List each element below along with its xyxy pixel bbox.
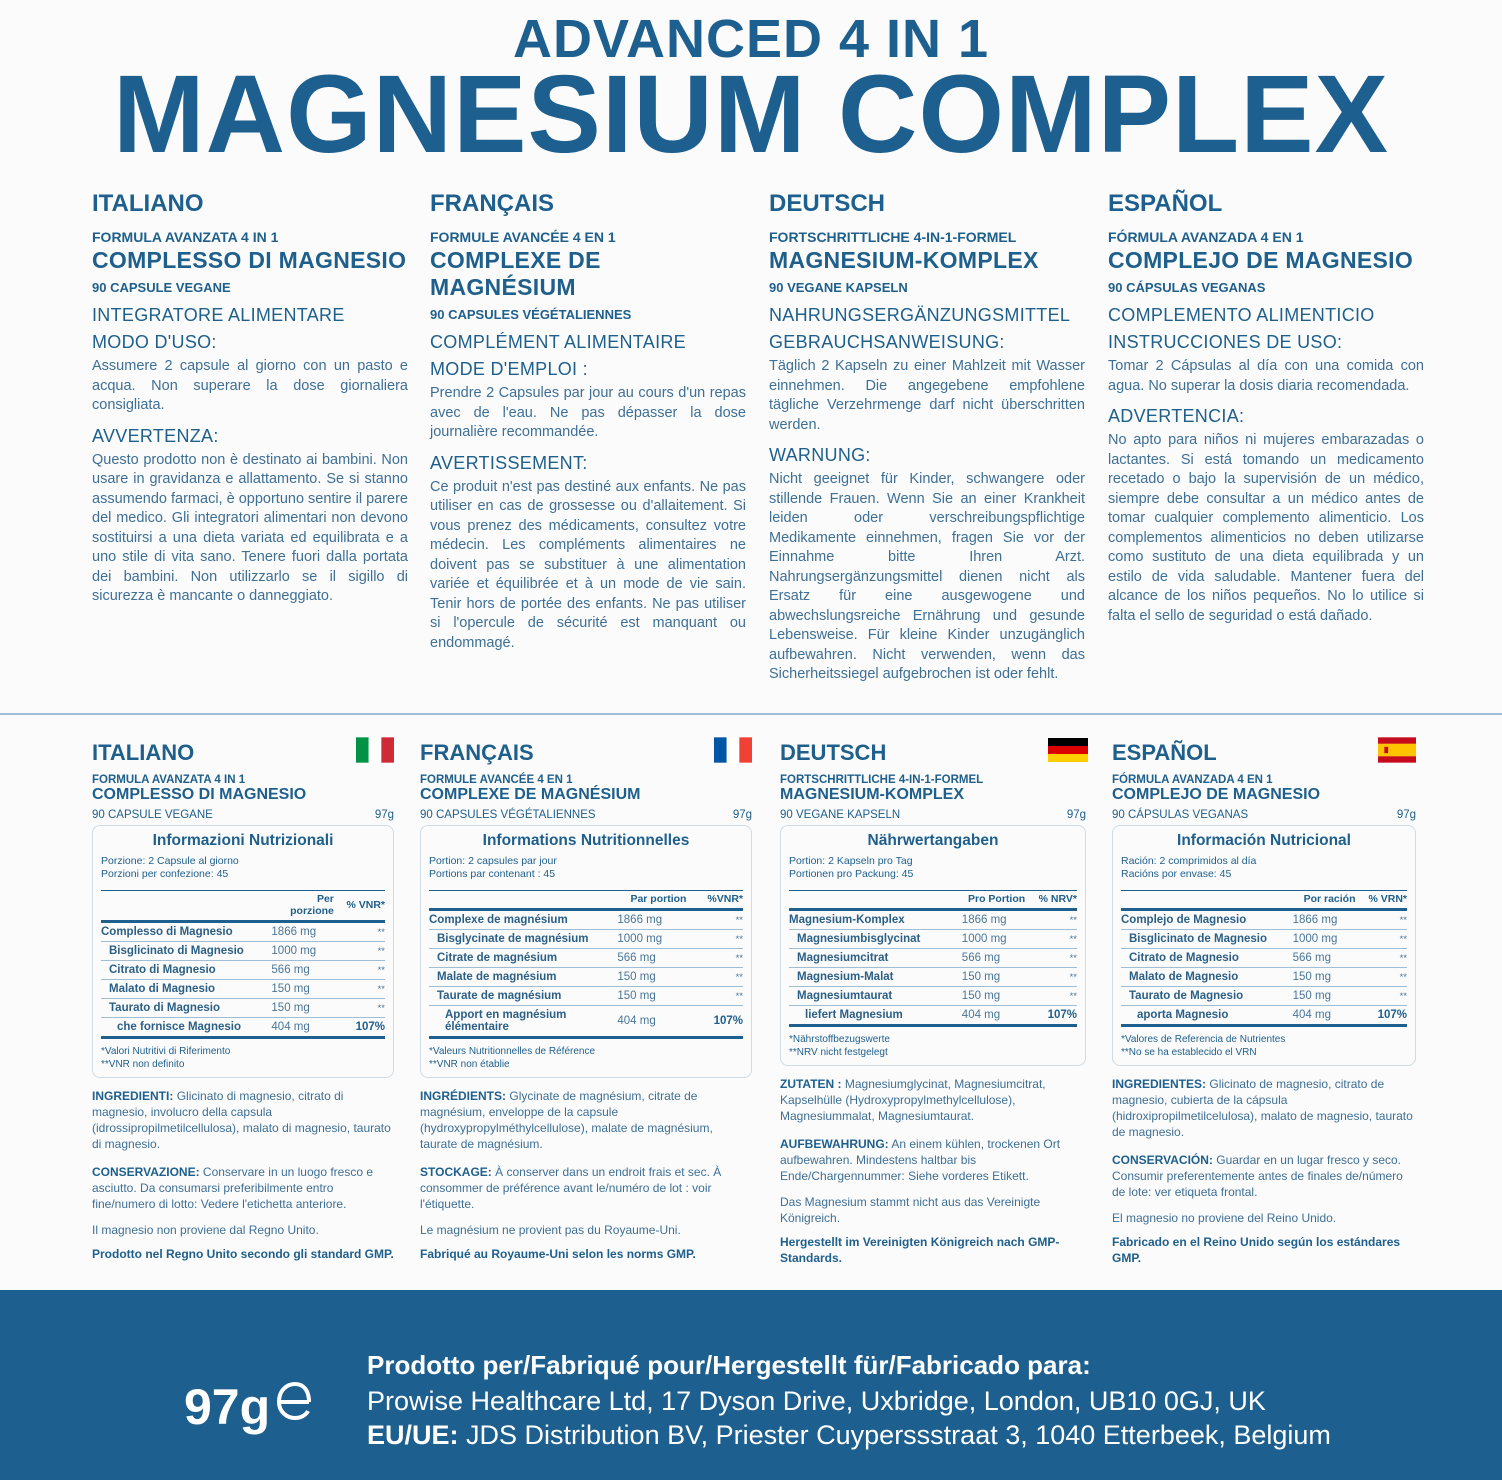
origin-note: Das Magnesium stammt nicht aus das Vereinigte Königreich. bbox=[780, 1195, 1041, 1225]
nutrient-amount: 150 mg bbox=[1293, 987, 1356, 1006]
ingredients-text: Glicinato de magnesio, citrato de magnesio, cubierta de la cápsula (hidroxipropilmetilcelulosa), malato de magnesio, taurato de magnesio. bbox=[1112, 1077, 1413, 1139]
nutrient-amount: 404 mg bbox=[1293, 1006, 1356, 1026]
ingredients-heading: ZUTATEN : bbox=[780, 1077, 842, 1091]
table-row bbox=[429, 910, 743, 930]
nutrient-amount: 404 mg bbox=[617, 1006, 686, 1038]
formula-label: FORMULA AVANZATA 4 IN 1 bbox=[92, 229, 279, 245]
panel-formula: FORMULA AVANZATA 4 IN 1 bbox=[92, 774, 246, 786]
nutrition-title: Nährwertangaben bbox=[867, 832, 999, 849]
formula-label: FÓRMULA AVANZADA 4 EN 1 bbox=[1108, 229, 1304, 245]
nutrition-box bbox=[780, 825, 1086, 1066]
gmp-note: Hergestellt im Vereinigten Königreich nach GMP-Standards. bbox=[780, 1235, 1060, 1265]
nutrient-amount: 150 mg bbox=[617, 987, 686, 1006]
nutrient-name: Taurato de Magnesio bbox=[1121, 987, 1293, 1006]
nutrient-name: Citrato de Magnesio bbox=[1121, 949, 1293, 968]
table-row bbox=[1121, 1006, 1407, 1026]
panel-weight: 97g bbox=[1066, 809, 1086, 821]
ingredients-heading: INGREDIENTES: bbox=[1112, 1077, 1207, 1091]
footer-made-for: Prodotto per/Fabriqué pour/Hergestellt für/Fabricado para: bbox=[367, 1350, 1091, 1380]
capsule-count: 90 CAPSULE VEGANE bbox=[92, 280, 231, 295]
nutrient-name: Citrato di Magnesio bbox=[101, 961, 271, 980]
ingredients-text: Glicinato di magnesio, citrato di magnesio, involucro della capsula (idrossipropilmetilcellulosa), malato di magnesio, taurato di magnesio. bbox=[92, 1089, 391, 1151]
table-row bbox=[1121, 910, 1407, 930]
gmp-note: Fabriqué au Royaume-Uni selon les norms GMP. bbox=[420, 1247, 696, 1261]
nutrient-amount: 150 mg bbox=[271, 980, 333, 999]
nutrient-amount: 150 mg bbox=[962, 968, 1025, 987]
panel-product: COMPLEJO DE MAGNESIO bbox=[1112, 786, 1321, 803]
nutrient-name: aporta Magnesio bbox=[1121, 1006, 1293, 1026]
footnote-1: *Valores de Referencia de Nutrientes bbox=[1121, 1034, 1286, 1045]
nutrient-amount: 566 mg bbox=[271, 961, 333, 980]
col-per-serving: Per porzione bbox=[271, 891, 333, 922]
product-name: COMPLEXE DE MAGNÉSIUM bbox=[430, 247, 601, 300]
origin-note: Il magnesio non proviene dal Regno Unito. bbox=[92, 1223, 319, 1237]
supplement-label: COMPLEMENTO ALIMENTICIO bbox=[1108, 305, 1375, 325]
footer-net-weight: 97g bbox=[184, 1379, 271, 1435]
nutrient-name: Magnesium-Malat bbox=[789, 968, 962, 987]
nutrient-name: Malate de magnésium bbox=[429, 968, 617, 987]
nutrition-box bbox=[420, 825, 752, 1078]
ingredients-heading: INGREDIENTI: bbox=[92, 1089, 174, 1103]
nutrient-vnr: ** bbox=[334, 999, 385, 1018]
nutrient-name: Bisglycinate de magnésium bbox=[429, 930, 617, 949]
table-row bbox=[429, 1006, 743, 1038]
table-row bbox=[101, 961, 385, 980]
panel-product: COMPLESSO DI MAGNESIO bbox=[92, 786, 307, 803]
product-name: MAGNESIUM-KOMPLEX bbox=[769, 247, 1039, 273]
language-heading: ESPAÑOL bbox=[1108, 190, 1223, 217]
panel-weight: 97g bbox=[732, 809, 752, 821]
language-heading: FRANÇAIS bbox=[430, 190, 554, 217]
warning-text: Questo prodotto non è destinato ai bambini. Non usare in gravidanza e allattamento. Se si stanno assumendo farmaci, è opportuno sentire il parere del medico. Gli integratori alimentari non devono sostituirsi a una dieta variata ed equilibrata e a uno stile di vita sano. Tenere fuori dalla portata dei bambini. Non utilizzarlo se il sigillo di sicurezza è mancante o danneggiato. bbox=[92, 451, 408, 604]
nutrition-title: Informations Nutritionnelles bbox=[482, 832, 690, 849]
table-row bbox=[101, 980, 385, 999]
nutrient-name: Malato de Magnesio bbox=[1121, 968, 1293, 987]
nutrient-vnr: 107% bbox=[1025, 1006, 1077, 1026]
nutrient-vnr: 107% bbox=[1356, 1006, 1407, 1026]
footnote-2: **NRV nicht festgelegt bbox=[789, 1047, 888, 1058]
panel-product: COMPLEXE DE MAGNÉSIUM bbox=[420, 786, 641, 803]
warning-text: Ce produit n'est pas destiné aux enfants. Ne pas utiliser en cas de grossesse ou d'allaitement. Si vous prenez des médicaments, consultez votre médecin. Les compléments alimentaires ne doivent pas se substituer à une alimentation variée et équilibrée et à un mode de vie sain. Tenir hors de portée des enfants. Ne pas utiliser si l'opercule de sécurité est manquant ou endommagé. bbox=[430, 478, 746, 651]
nutrient-name: Bisglicinato de Magnesio bbox=[1121, 930, 1293, 949]
table-row bbox=[1121, 949, 1407, 968]
nutrient-amount: 566 mg bbox=[962, 949, 1025, 968]
warning-heading: ADVERTENCIA: bbox=[1108, 406, 1245, 426]
nutrient-amount: 1000 mg bbox=[1293, 930, 1356, 949]
nutrient-amount: 1000 mg bbox=[617, 930, 686, 949]
nutrition-title: Información Nutricional bbox=[1177, 832, 1351, 849]
nutrient-name: Complejo de Magnesio bbox=[1121, 910, 1293, 930]
panel-product: MAGNESIUM-KOMPLEX bbox=[780, 786, 964, 803]
nutrient-amount: 1000 mg bbox=[962, 930, 1025, 949]
footer-eu-address bbox=[367, 1420, 1331, 1451]
language-column bbox=[430, 190, 746, 653]
footnote-1: *Valeurs Nutritionnelles de Référence bbox=[429, 1046, 596, 1057]
nutrition-panel bbox=[92, 740, 394, 1262]
nutrient-vnr: ** bbox=[1356, 910, 1407, 930]
formula-label: FORTSCHRITTLICHE 4-IN-1-FORMEL bbox=[769, 229, 1017, 245]
footnote-1: *Nährstoffbezugswerte bbox=[789, 1034, 890, 1045]
nutrient-vnr: ** bbox=[334, 980, 385, 999]
nutrition-panel bbox=[780, 740, 1086, 1266]
storage-heading: CONSERVACIÓN: bbox=[1112, 1153, 1213, 1167]
language-column bbox=[92, 190, 408, 607]
nutrient-amount: 1866 mg bbox=[271, 922, 333, 942]
nutrient-name: Complesso di Magnesio bbox=[101, 922, 271, 942]
nutrient-amount: 150 mg bbox=[271, 999, 333, 1018]
storage bbox=[780, 1136, 1086, 1184]
col-vnr: % NRV* bbox=[1025, 891, 1077, 910]
table-row bbox=[101, 999, 385, 1018]
warning-text: Nicht geeignet für Kinder, schwangere oder stillende Frauen. Wenn Sie an einer Krankheit leiden oder verschreibungspflichtige Medikamente einnehmen, fragen Sie vor der Einnahme bitte Ihren Arzt. Nahrungsergänzungsmittel dienen nicht als Ersatz für eine ausgewogene und abwechslungsreiche Ernährung und gesunde Lebensweise. Für kleine Kinder unzugänglich aufbewahren. Nicht verwenden, wenn das Sicherheitssiegel aufgebrochen ist oder fehlt. bbox=[769, 471, 1085, 682]
footnote-2: **No se ha establecido el VRN bbox=[1121, 1047, 1257, 1058]
origin-note: Le magnésium ne provient pas du Royaume-Uni. bbox=[420, 1223, 681, 1237]
warning-text: No apto para niños ni mujeres embarazadas o lactantes. Si está tomando un medicamento recetado o bajo la supervisión de un médico, siempre debe consultar a un médico antes de tomar cualquier complemento alimenticio. Los complementos alimenticios no deben utilizarse como sustituto de una dieta equilibrada y un estilo de vida saludable. Mantener fuera del alcance de los niños pequeños. No lo utilice si falta el sello de seguridad o está dañado. bbox=[1108, 432, 1424, 624]
nutrient-name: Magnesiumcitrat bbox=[789, 949, 962, 968]
usage-heading: INSTRUCCIONES DE USO: bbox=[1108, 332, 1343, 352]
gmp-note: Prodotto nel Regno Unito secondo gli standard GMP. bbox=[92, 1247, 394, 1261]
nutrition-box bbox=[92, 825, 394, 1078]
nutrient-name: Magnesiumtaurat bbox=[789, 987, 962, 1006]
nutrient-vnr: 107% bbox=[686, 1006, 743, 1038]
panel-caps: 90 CÁPSULAS VEGANAS bbox=[1112, 809, 1249, 821]
germany-flag bbox=[1048, 737, 1086, 763]
nutrition-table bbox=[429, 890, 743, 1039]
nutrient-amount: 1866 mg bbox=[962, 910, 1025, 930]
servings-per-pack: Racións por envase: 45 bbox=[1121, 868, 1232, 880]
nutrient-vnr: ** bbox=[686, 930, 743, 949]
nutrient-amount: 566 mg bbox=[1293, 949, 1356, 968]
storage-heading: CONSERVAZIONE: bbox=[92, 1165, 200, 1179]
footer-uk-address: Prowise Healthcare Ltd, 17 Dyson Drive, Uxbridge, London, UB10 0GJ, UK bbox=[367, 1386, 1266, 1416]
table-row bbox=[429, 930, 743, 949]
usage-heading: MODO D'USO: bbox=[92, 332, 217, 352]
supplement-label: NAHRUNGSERGÄNZUNGSMITTEL bbox=[769, 305, 1071, 325]
panel-formula: FÓRMULA AVANZADA 4 EN 1 bbox=[1112, 774, 1273, 786]
language-column bbox=[769, 190, 1085, 685]
nutrition-panel bbox=[420, 740, 752, 1262]
table-row bbox=[789, 930, 1077, 949]
nutrient-vnr: ** bbox=[686, 968, 743, 987]
nutrient-vnr: ** bbox=[686, 910, 743, 930]
table-row bbox=[429, 987, 743, 1006]
language-heading: DEUTSCH bbox=[769, 190, 886, 217]
table-row bbox=[101, 942, 385, 961]
panel-language: FRANÇAIS bbox=[420, 740, 534, 765]
panel-formula: FORTSCHRITTLICHE 4-IN-1-FORMEL bbox=[780, 774, 984, 786]
ingredients-text: Glycinate de magnésium, citrate de magnésium, enveloppe de la capsule (hydroxypropylméthylcellulose), malate de magnésium, taurate de magnésium. bbox=[420, 1089, 713, 1151]
product-name: COMPLESSO DI MAGNESIO bbox=[92, 247, 407, 273]
table-row bbox=[789, 968, 1077, 987]
nutrient-vnr: ** bbox=[1356, 930, 1407, 949]
nutrient-amount: 150 mg bbox=[962, 987, 1025, 1006]
table-row bbox=[101, 922, 385, 942]
france-flag bbox=[714, 737, 752, 763]
serving-size: Portion: 2 capsules par jour bbox=[429, 855, 557, 867]
table-row bbox=[789, 910, 1077, 930]
ingredients bbox=[420, 1088, 752, 1152]
header-subtitle: ADVANCED 4 IN 1 bbox=[512, 9, 990, 69]
nutrient-amount: 404 mg bbox=[271, 1018, 333, 1038]
nutrient-name: Taurato di Magnesio bbox=[101, 999, 271, 1018]
nutrient-name: Magnesium-Komplex bbox=[789, 910, 962, 930]
panel-language: DEUTSCH bbox=[780, 740, 887, 765]
col-per-serving: Por ración bbox=[1293, 891, 1356, 910]
table-row bbox=[101, 1018, 385, 1038]
ingredients-heading: INGRÉDIENTS: bbox=[420, 1089, 507, 1103]
nutrient-amount: 404 mg bbox=[962, 1006, 1025, 1026]
col-vnr: %VNR* bbox=[686, 891, 743, 910]
nutrient-vnr: ** bbox=[1025, 910, 1077, 930]
panel-caps: 90 CAPSULES VÉGÉTALIENNES bbox=[420, 809, 596, 821]
nutrient-vnr: ** bbox=[686, 949, 743, 968]
capsule-count: 90 CAPSULES VÉGÉTALIENNES bbox=[430, 307, 632, 322]
nutrient-vnr: 107% bbox=[334, 1018, 385, 1038]
panel-formula: FORMULE AVANCÉE 4 EN 1 bbox=[420, 774, 573, 786]
gmp-note: Fabricado en el Reino Unido según los estándares GMP. bbox=[1112, 1235, 1401, 1265]
nutrient-name: Citrate de magnésium bbox=[429, 949, 617, 968]
italy-flag bbox=[356, 737, 394, 763]
nutrient-name: che fornisce Magnesio bbox=[101, 1018, 271, 1038]
storage-text: An einem kühlen, trockenen Ort aufbewahren. Mindestens haltbar bis Ende/Chargennummer: Siehe vorderes Etikett. bbox=[780, 1137, 1061, 1183]
storage bbox=[420, 1164, 752, 1212]
table-row bbox=[1121, 987, 1407, 1006]
ingredients-text: Magnesiumglycinat, Magnesiumcitrat, Kapselhülle (Hydroxypropylmethylcellulose), Magnesiummalat, Magnesiumtaurat. bbox=[780, 1077, 1046, 1123]
servings-per-pack: Portionen pro Packung: 45 bbox=[789, 868, 914, 880]
nutrient-vnr: ** bbox=[1025, 949, 1077, 968]
storage-text: Conservare in un luogo fresco e asciutto. Da consumarsi preferibilmente entro fine/numero di lotto: Vedere l'etichetta anteriore. bbox=[92, 1165, 374, 1211]
nutrition-panel bbox=[1112, 740, 1416, 1266]
header-title: MAGNESIUM COMPLEX bbox=[113, 53, 1389, 176]
storage-heading: STOCKAGE: bbox=[420, 1165, 492, 1179]
nutrient-name: Complexe de magnésium bbox=[429, 910, 617, 930]
ingredients bbox=[780, 1076, 1086, 1124]
table-row bbox=[789, 987, 1077, 1006]
table-row bbox=[429, 968, 743, 987]
capsule-count: 90 VEGANE KAPSELN bbox=[769, 280, 908, 295]
section-divider bbox=[0, 713, 1502, 715]
nutrient-vnr: ** bbox=[334, 961, 385, 980]
footer-eu-text: JDS Distribution BV, Priester Cuyperssstraat 3, 1040 Etterbeek, Belgium bbox=[458, 1420, 1331, 1450]
nutrient-vnr: ** bbox=[1356, 968, 1407, 987]
formula-label: FORMULE AVANCÉE 4 EN 1 bbox=[430, 229, 616, 245]
supplement-label: COMPLÉMENT ALIMENTAIRE bbox=[430, 332, 686, 352]
storage-text: À conserver dans un endroit frais et sec. À consommer de préférence avant le/numéro de lot : voir l'étiquette. bbox=[420, 1165, 722, 1211]
nutrient-amount: 150 mg bbox=[1293, 968, 1356, 987]
panel-weight: 97g bbox=[374, 809, 394, 821]
footnote-1: *Valori Nutritivi di Riferimento bbox=[101, 1046, 231, 1057]
e-mark-icon bbox=[273, 1380, 313, 1420]
usage-text: Tomar 2 Cápsulas al día con una comida con agua. No superar la dosis diaria recomendada. bbox=[1108, 358, 1424, 394]
usage-text: Täglich 2 Kapseln zu einer Mahlzeit mit Wasser einnehmen. Die angegebene empfohlene tägliche Verzehrmenge darf nicht überschritten werden. bbox=[769, 358, 1085, 433]
nutrient-vnr: ** bbox=[1025, 968, 1077, 987]
nutrition-table bbox=[1121, 890, 1407, 1027]
nutrient-vnr: ** bbox=[1025, 930, 1077, 949]
nutrient-vnr: ** bbox=[334, 942, 385, 961]
nutrient-vnr: ** bbox=[334, 922, 385, 942]
serving-size: Portion: 2 Kapseln pro Tag bbox=[789, 855, 913, 867]
panel-weight: 97g bbox=[1396, 809, 1416, 821]
nutrient-name: Taurate de magnésium bbox=[429, 987, 617, 1006]
usage-text: Prendre 2 Capsules par jour au cours d'un repas avec de l'eau. Ne pas dépasser la dose journalière recommandée. bbox=[430, 385, 746, 440]
nutrient-vnr: ** bbox=[1356, 949, 1407, 968]
col-per-serving: Pro Portion bbox=[962, 891, 1025, 910]
nutrition-table bbox=[101, 890, 385, 1039]
product-name: COMPLEJO DE MAGNESIO bbox=[1108, 247, 1414, 273]
ingredients bbox=[92, 1088, 394, 1152]
nutrient-amount: 1000 mg bbox=[271, 942, 333, 961]
supplement-label: INTEGRATORE ALIMENTARE bbox=[92, 305, 345, 325]
nutrient-name: Magnesiumbisglycinat bbox=[789, 930, 962, 949]
language-column bbox=[1108, 190, 1424, 626]
table-row bbox=[789, 949, 1077, 968]
nutrient-vnr: ** bbox=[686, 987, 743, 1006]
nutrition-title: Informazioni Nutrizionali bbox=[152, 832, 334, 849]
nutrient-amount: 566 mg bbox=[617, 949, 686, 968]
footnote-2: **VNR non definito bbox=[101, 1059, 185, 1070]
table-row bbox=[789, 1006, 1077, 1026]
warning-heading: AVERTISSEMENT: bbox=[430, 452, 588, 473]
storage-heading: AUFBEWAHRUNG: bbox=[780, 1137, 889, 1151]
panel-caps: 90 CAPSULE VEGANE bbox=[92, 809, 213, 821]
footnote-2: **VNR non établie bbox=[429, 1059, 510, 1070]
spain-flag bbox=[1378, 737, 1416, 763]
nutrient-name: liefert Magnesium bbox=[789, 1006, 962, 1026]
origin-note: El magnesio no proviene del Reino Unido. bbox=[1112, 1211, 1337, 1225]
panel-language: ESPAÑOL bbox=[1112, 740, 1217, 765]
nutrition-box bbox=[1112, 825, 1416, 1066]
storage bbox=[92, 1164, 394, 1212]
col-per-serving: Par portion bbox=[617, 891, 686, 910]
serving-size: Ración: 2 comprimidos al día bbox=[1121, 855, 1257, 867]
nutrient-amount: 1866 mg bbox=[1293, 910, 1356, 930]
table-row bbox=[1121, 968, 1407, 987]
panel-language: ITALIANO bbox=[92, 740, 195, 765]
panel-caps: 90 VEGANE KAPSELN bbox=[780, 809, 901, 821]
table-row bbox=[429, 949, 743, 968]
capsule-count: 90 CÁPSULAS VEGANAS bbox=[1108, 280, 1266, 295]
storage-text: Guardar en un lugar fresco y seco. Consumir preferentemente antes de finales de/número de lote: ver etiqueta frontal. bbox=[1112, 1153, 1403, 1199]
nutrient-vnr: ** bbox=[1025, 987, 1077, 1006]
usage-heading: MODE D'EMPLOI : bbox=[430, 359, 588, 379]
col-vnr: % VNR* bbox=[334, 891, 385, 922]
ingredients bbox=[1112, 1076, 1416, 1140]
col-vnr: % VRN* bbox=[1356, 891, 1407, 910]
nutrient-vnr: ** bbox=[1356, 987, 1407, 1006]
language-heading: ITALIANO bbox=[92, 190, 204, 217]
storage bbox=[1112, 1152, 1416, 1200]
nutrient-name: Bisglicinato di Magnesio bbox=[101, 942, 271, 961]
nutrient-name: Malato di Magnesio bbox=[101, 980, 271, 999]
usage-heading: GEBRAUCHSANWEISUNG: bbox=[769, 332, 1005, 352]
warning-heading: WARNUNG: bbox=[769, 445, 871, 465]
warning-heading: AVVERTENZA: bbox=[92, 425, 219, 446]
nutrition-table bbox=[789, 890, 1077, 1027]
nutrient-amount: 1866 mg bbox=[617, 910, 686, 930]
nutrient-amount: 150 mg bbox=[617, 968, 686, 987]
servings-per-pack: Porzioni per confezione: 45 bbox=[101, 868, 229, 880]
footer-band bbox=[0, 1290, 1502, 1480]
serving-size: Porzione: 2 Capsule al giorno bbox=[101, 855, 239, 867]
table-row bbox=[1121, 930, 1407, 949]
footer-eu-label: EU/UE: bbox=[367, 1420, 459, 1450]
servings-per-pack: Portions par contenant : 45 bbox=[429, 868, 556, 880]
nutrient-name: Apport en magnésium élémentaire bbox=[429, 1006, 617, 1038]
usage-text: Assumere 2 capsule al giorno con un pasto e acqua. Non superare la dose giornaliera consigliata. bbox=[92, 358, 408, 413]
